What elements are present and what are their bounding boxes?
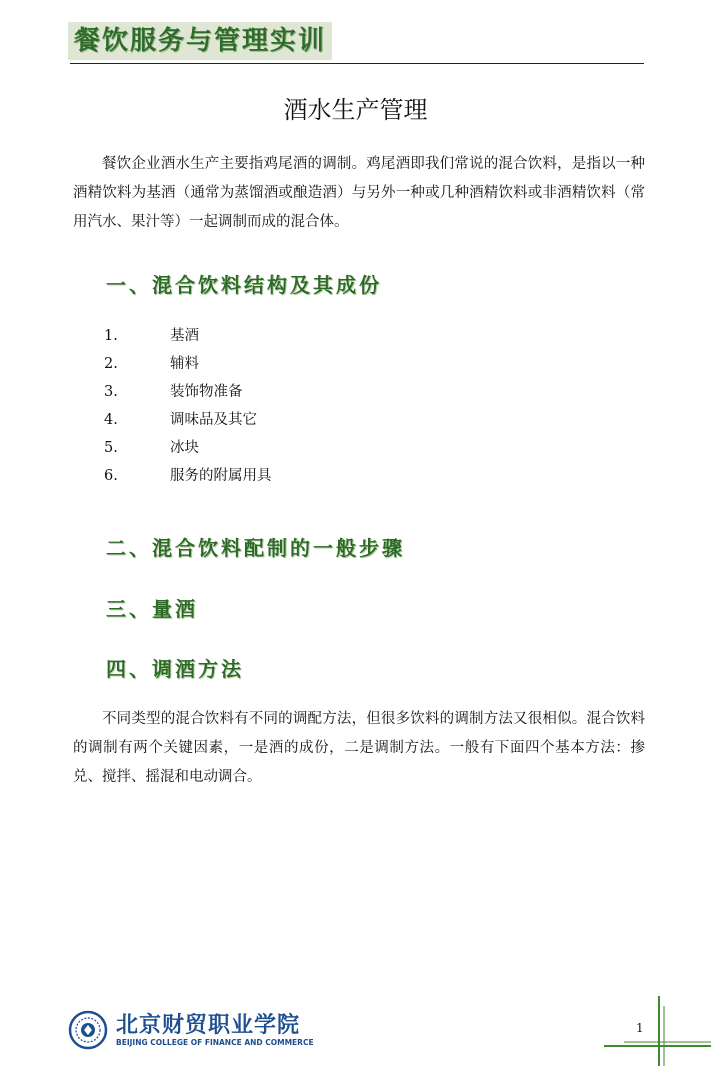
header-divider [70,63,644,64]
list-text: 基酒 [170,328,199,344]
list-number: 6. [104,468,118,484]
section-heading-structure: 一、混合饮料结构及其成份 [106,273,382,297]
college-emblem-icon [68,1010,108,1050]
list-number: 2. [104,356,118,372]
section-heading-measuring: 三、量酒 [106,597,198,621]
list-text: 装饰物准备 [170,384,243,400]
list-item [104,378,272,406]
section-heading-methods: 四、调酒方法 [106,657,244,681]
list-item [104,406,272,434]
list-text: 辅料 [170,356,199,372]
page-number: 1 [636,1021,644,1035]
college-logo [68,1008,314,1052]
college-name-english: BEIJING COLLEGE OF FINANCE AND COMMERCE [116,1038,314,1047]
list-number: 5. [104,440,118,456]
section-heading-steps: 二、混合饮料配制的一般步骤 [106,536,405,560]
list-text: 服务的附属用具 [170,468,272,484]
list-number: 4. [104,412,118,428]
list-item [104,350,272,378]
corner-ornament [604,996,711,1066]
list-item [104,462,272,490]
list-text: 冰块 [170,440,199,456]
college-name: 北京财贸职业学院 [116,1012,301,1038]
header-title: 餐饮服务与管理实训 [68,22,332,60]
list-number: 1. [104,328,118,344]
list-item [104,434,272,462]
list-number: 3. [104,384,118,400]
ingredient-list [104,322,272,490]
list-item [104,322,272,350]
intro-paragraph: 餐饮企业酒水生产主要指鸡尾酒的调制。鸡尾酒即我们常说的混合饮料，是指以一种酒精饮料为基酒（通常为蒸馏酒或酿造酒）与另外一种或几种酒精饮料或非酒精饮料（常用汽水、果汁等）一起调制而成的混合体。 [73,156,645,230]
methods-paragraph: 不同类型的混合饮料有不同的调配方法，但很多饮料的调制方法又很相似。混合饮料的调制有两个关键因素，一是酒的成份，二是调制方法。一般有下面四个基本方法：掺兑、搅拌、摇混和电动调合。 [73,711,645,785]
list-text: 调味品及其它 [170,412,257,428]
page-title: 酒水生产管理 [283,96,428,124]
